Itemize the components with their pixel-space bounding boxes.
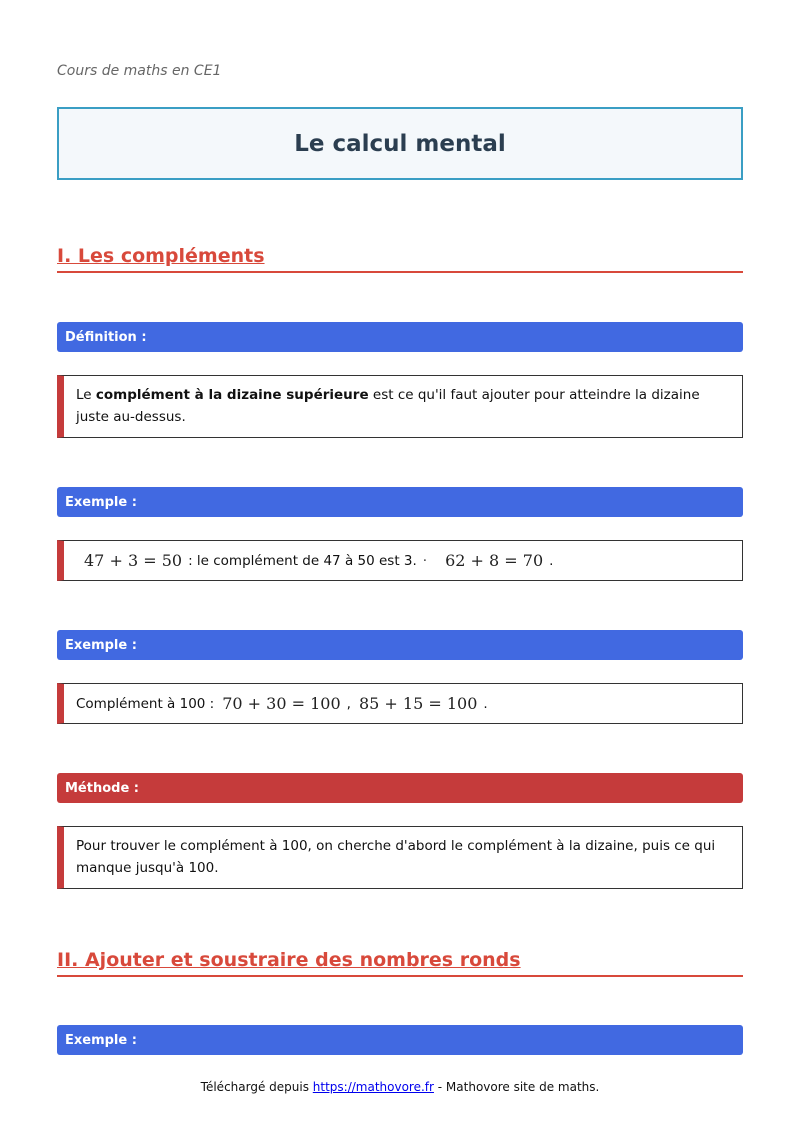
example-box-1 xyxy=(57,540,743,581)
example1-text: : le complément de 47 à 50 est 3. xyxy=(188,552,417,569)
section-title-2: II. Ajouter et soustraire des nombres ronds xyxy=(57,949,521,971)
example2-comma: , xyxy=(346,695,351,712)
section-heading-2 xyxy=(57,949,743,977)
example-bar-1 xyxy=(57,487,743,517)
page-title: Le calcul mental xyxy=(294,130,506,157)
definition-text-before: Le xyxy=(76,387,96,403)
example-label-2: Exemple : xyxy=(65,637,137,653)
footer-link[interactable]: https://mathovore.fr xyxy=(312,1080,434,1094)
definition-text-after: est ce qu'il faut ajouter pour atteindre la dizaine juste au-dessus. xyxy=(76,387,700,425)
example-box-2 xyxy=(57,683,743,724)
definition-text-bold: complément à la dizaine supérieure xyxy=(95,387,369,403)
method-text: Pour trouver le complément à 100, on cherche d'abord le complément à la dizaine, puis ce qui manque jusqu'à 100. xyxy=(76,838,716,876)
example2-end: . xyxy=(483,695,488,712)
example2-math-2: 85 + 15 = 100 xyxy=(358,693,478,713)
definition-label: Définition : xyxy=(65,329,147,345)
example2-prefix: Complément à 100 : xyxy=(76,695,215,712)
footer-suffix: - Mathovore site de maths. xyxy=(433,1080,600,1094)
example1-end: . xyxy=(549,552,554,569)
example1-bullet: · xyxy=(422,552,428,569)
example-label-1: Exemple : xyxy=(65,494,137,510)
course-label: Cours de maths en CE1 xyxy=(57,63,222,79)
example-bar-3 xyxy=(57,1025,743,1055)
example-bar-2 xyxy=(57,630,743,660)
example1-math-1: 47 + 3 = 50 xyxy=(84,550,183,570)
section-heading-1 xyxy=(57,245,743,273)
example1-math-2: 62 + 8 = 70 xyxy=(445,550,544,570)
example2-math-1: 70 + 30 = 100 xyxy=(222,693,341,713)
footer-prefix: Téléchargé depuis xyxy=(200,1080,313,1094)
definition-box xyxy=(57,375,743,438)
definition-bar xyxy=(57,322,743,352)
title-box xyxy=(57,107,743,180)
method-label: Méthode : xyxy=(65,780,140,796)
footer xyxy=(0,1080,800,1094)
method-box xyxy=(57,826,743,889)
method-bar xyxy=(57,773,743,803)
example-label-3: Exemple : xyxy=(65,1032,137,1048)
section-title-1: I. Les compléments xyxy=(57,245,265,267)
